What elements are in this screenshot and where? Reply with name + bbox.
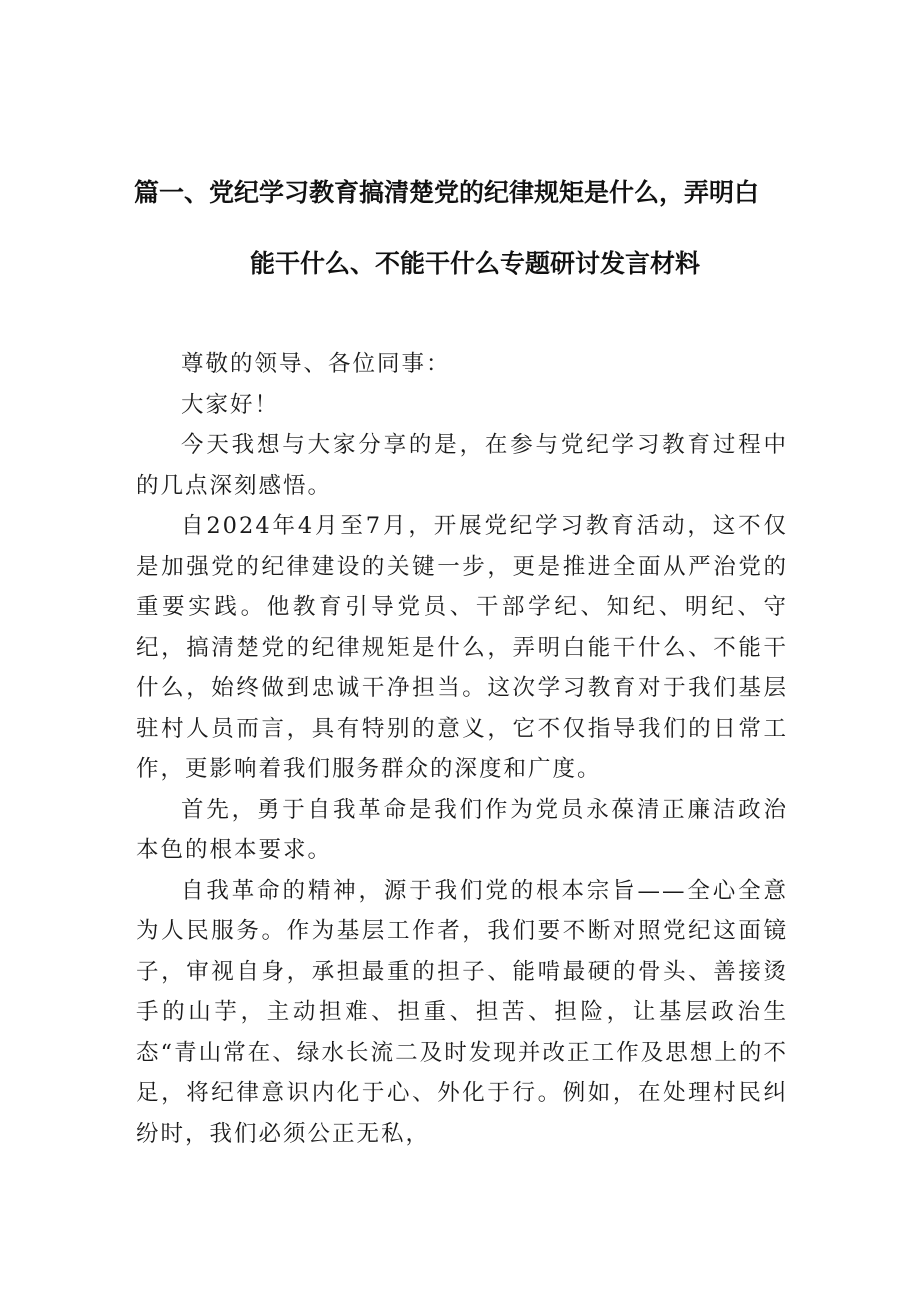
greeting-paragraph: 大家好！	[181, 391, 280, 418]
salutation-paragraph: 尊敬的领导、各位同事：	[181, 351, 451, 377]
self-revolution-paragraph: 自我革命的精神，源于我们党的根本宗旨——全心全意为人民服务。作为基层工作者，我们要不断对照党纪这面镜子，审视自身，承担最重的担子、能啃最硬的骨头、善接烫手的山芋，主动担难、担重、担苦、担险，让基层政治生态“青山常在、绿水长流二及时发现并改正工作及思想上的不足，将纪律意识内化于心、外化于行。例如，在处理村民纠纷时，我们必须公正无私，	[136, 877, 788, 1147]
document-title-line-1: 篇一、党纪学习教育搞清楚党的纪律规矩是什么，弄明白	[134, 178, 760, 207]
intro-paragraph: 今天我想与大家分享的是，在参与党纪学习教育过程中的几点深刻感悟。	[136, 432, 788, 499]
document-body	[136, 344, 788, 1154]
background-paragraph: 自2024年4月至7月，开展党纪学习教育活动，这不仅是加强党的纪律建设的关键一步，更是推进全面从严治党的重要实践。他教育引导党员、干部学纪、知纪、明纪、守纪，搞清楚党的纪律规矩是什么，弄明白能干什么、不能干什么，始终做到忠诚干净担当。这次学习教育对于我们基层驻村人员而言，具有特别的意义，它不仅指导我们的日常工作，更影响着我们服务群众的深度和广度。	[136, 513, 788, 782]
document-title-line-2: 能干什么、不能干什么专题研讨发言材料	[250, 249, 701, 278]
first-point-paragraph: 首先，勇于自我革命是我们作为党员永葆清正廉洁政治本色的根本要求。	[136, 796, 788, 863]
